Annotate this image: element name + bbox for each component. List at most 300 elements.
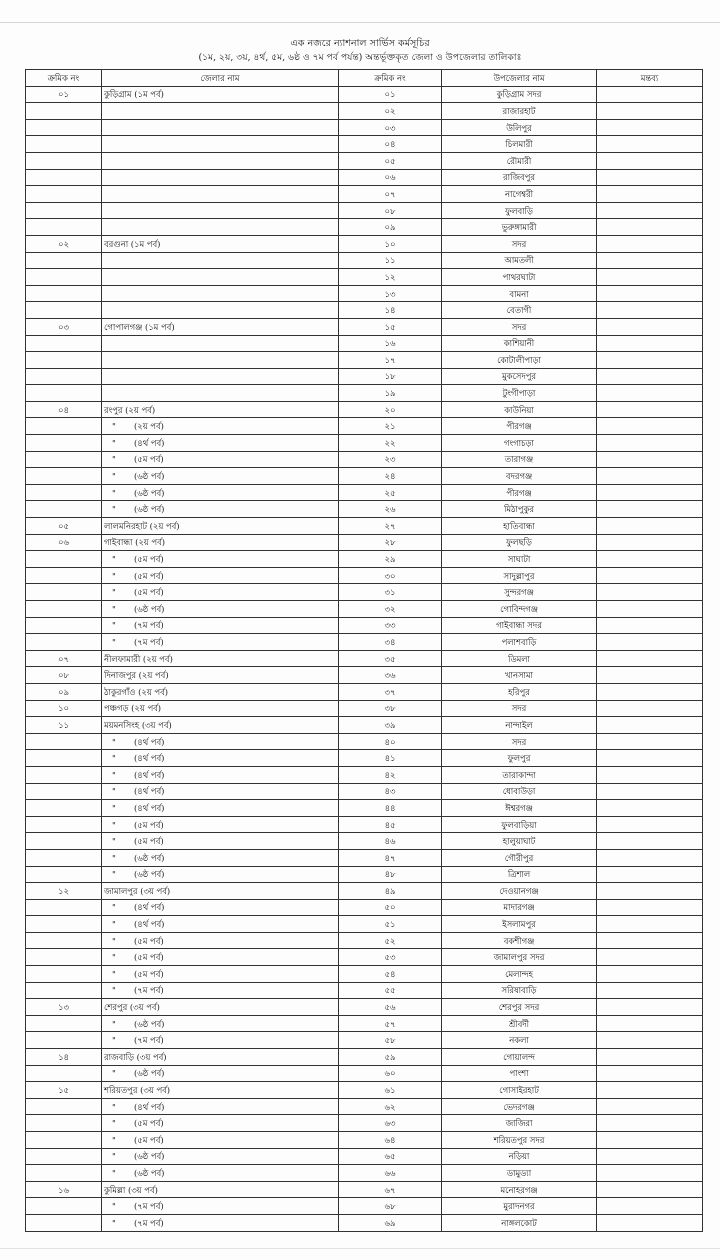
cell-serial — [26, 783, 102, 800]
cell-serial: ০৩ — [26, 318, 102, 335]
ditto-mark: " — [112, 1101, 116, 1112]
cell-serial — [26, 418, 102, 435]
cell-upazila: ঈশ্বরগঞ্জ — [442, 800, 597, 817]
table-row — [26, 932, 703, 949]
table-row — [26, 584, 703, 601]
cell-serial — [26, 152, 102, 169]
cell-district — [102, 949, 339, 966]
cell-upazila: গোয়ালন্দ — [442, 1049, 597, 1066]
cell-serial — [26, 1098, 102, 1115]
cell-remarks — [597, 518, 703, 535]
cell-upazila: ত্রিশাল — [442, 866, 597, 883]
cell-sub-serial: ২২ — [339, 435, 442, 452]
cell-district — [102, 1115, 339, 1132]
column-header-sub-serial: ক্রমিক নং — [339, 70, 442, 87]
cell-sub-serial: ২৫ — [339, 484, 442, 501]
cell-upazila: রৌমারী — [442, 152, 597, 169]
table-row — [26, 866, 703, 883]
cell-remarks — [597, 932, 703, 949]
cell-sub-serial: ০৩ — [339, 119, 442, 136]
cell-district — [102, 899, 339, 916]
cell-sub-serial: ৪১ — [339, 750, 442, 767]
cell-district-phase: (৫ম পর্ব) — [134, 1118, 164, 1129]
cell-sub-serial: ৬২ — [339, 1098, 442, 1115]
cell-district-phase: (৫ম পর্ব) — [134, 570, 164, 581]
cell-district — [102, 269, 339, 286]
cell-remarks — [597, 435, 703, 452]
cell-sub-serial: ৩৬ — [339, 667, 442, 684]
ditto-mark: " — [112, 1217, 116, 1228]
table-row — [26, 136, 703, 153]
cell-district-phase: (৬ষ্ঠ পর্ব) — [134, 1018, 165, 1029]
cell-district-phase: (৭ম পর্ব) — [134, 636, 164, 647]
cell-upazila: সদর — [442, 318, 597, 335]
cell-sub-serial: ০৮ — [339, 202, 442, 219]
cell-sub-serial: ২৭ — [339, 518, 442, 535]
cell-serial: ০৭ — [26, 650, 102, 667]
cell-sub-serial: ০৬ — [339, 169, 442, 186]
cell-district: রংপুর (২য় পর্ব) — [102, 401, 339, 418]
cell-remarks — [597, 833, 703, 850]
cell-sub-serial: ২৩ — [339, 451, 442, 468]
cell-remarks — [597, 1115, 703, 1132]
cell-sub-serial: ৩২ — [339, 601, 442, 618]
cell-serial — [26, 634, 102, 651]
cell-sub-serial: ২০ — [339, 401, 442, 418]
cell-sub-serial: ৬৫ — [339, 1148, 442, 1165]
top-divider — [0, 22, 720, 23]
ditto-mark: " — [112, 902, 116, 913]
cell-sub-serial: ৫৩ — [339, 949, 442, 966]
cell-remarks — [597, 1065, 703, 1082]
cell-serial — [26, 899, 102, 916]
cell-sub-serial: ০৭ — [339, 186, 442, 203]
cell-serial — [26, 750, 102, 767]
cell-district — [102, 169, 339, 186]
cell-serial — [26, 484, 102, 501]
cell-sub-serial: ০২ — [339, 103, 442, 120]
table-row — [26, 418, 703, 435]
cell-district-phase: (৫ম পর্ব) — [134, 554, 164, 565]
column-header-remarks: মন্তব্য — [597, 70, 703, 87]
cell-remarks — [597, 269, 703, 286]
ditto-mark: " — [112, 769, 116, 780]
cell-remarks — [597, 999, 703, 1016]
cell-upazila: তারাকান্দা — [442, 766, 597, 783]
cell-serial — [26, 849, 102, 866]
ditto-mark: " — [112, 819, 116, 830]
ditto-mark: " — [112, 852, 116, 863]
cell-serial: ০২ — [26, 235, 102, 252]
cell-district — [102, 468, 339, 485]
table-row — [26, 949, 703, 966]
cell-remarks — [597, 451, 703, 468]
cell-district — [102, 1032, 339, 1049]
cell-serial: ১১ — [26, 717, 102, 734]
cell-upazila: সাঘাটা — [442, 551, 597, 568]
cell-district-phase: (৬ষ্ঠ পর্ব) — [134, 852, 165, 863]
document-subtitle: (১ম, ২য়, ৩য়, ৪র্থ, ৫ম, ৬ষ্ঠ ও ৭ম পর্ব পর্যন্ত) অন্তর্ভূক্তকৃত জেলা ও উপজেলার তালিকাঃ — [198, 52, 522, 63]
cell-remarks — [597, 1181, 703, 1198]
cell-sub-serial: ৫২ — [339, 932, 442, 949]
ditto-mark: " — [112, 869, 116, 880]
cell-serial — [26, 302, 102, 319]
table-row — [26, 451, 703, 468]
cell-serial — [26, 601, 102, 618]
cell-remarks — [597, 551, 703, 568]
cell-district-phase: (৬ষ্ঠ পর্ব) — [134, 1167, 165, 1178]
cell-serial — [26, 1148, 102, 1165]
cell-upazila: ডিমলা — [442, 650, 597, 667]
table-row — [26, 86, 703, 103]
table-row — [26, 518, 703, 535]
cell-district — [102, 202, 339, 219]
cell-sub-serial: ১৬ — [339, 335, 442, 352]
cell-district-phase: (৪র্থ পর্ব) — [134, 902, 165, 913]
cell-serial — [26, 285, 102, 302]
cell-remarks — [597, 800, 703, 817]
cell-upazila: রাজিবপুর — [442, 169, 597, 186]
cell-serial — [26, 219, 102, 236]
cell-district — [102, 501, 339, 518]
cell-sub-serial: ০৫ — [339, 152, 442, 169]
cell-upazila: বামনা — [442, 285, 597, 302]
cell-serial — [26, 866, 102, 883]
cell-sub-serial: ৬৯ — [339, 1214, 442, 1231]
column-header-district: জেলার নাম — [102, 70, 339, 87]
cell-serial — [26, 169, 102, 186]
cell-sub-serial: ৫১ — [339, 916, 442, 933]
cell-sub-serial: ৪৩ — [339, 783, 442, 800]
ditto-mark: " — [112, 421, 116, 432]
cell-serial: ০৫ — [26, 518, 102, 535]
cell-district: শেরপুর (৩য় পর্ব) — [102, 999, 339, 1016]
cell-upazila: জাজিরা — [442, 1115, 597, 1132]
cell-upazila: শরিয়তপুর সদর — [442, 1132, 597, 1149]
ditto-mark: " — [112, 587, 116, 598]
table-row — [26, 999, 703, 1016]
cell-remarks — [597, 899, 703, 916]
cell-remarks — [597, 866, 703, 883]
table-body — [26, 86, 703, 1231]
cell-sub-serial: ৪৬ — [339, 833, 442, 850]
cell-district — [102, 966, 339, 983]
cell-upazila: সদর — [442, 235, 597, 252]
table-row — [26, 700, 703, 717]
cell-upazila: কাশিয়ানী — [442, 335, 597, 352]
ditto-mark: " — [112, 1018, 116, 1029]
cell-district: ময়মনসিংহ (৩য় পর্ব) — [102, 717, 339, 734]
cell-remarks — [597, 484, 703, 501]
table-row — [26, 401, 703, 418]
cell-serial — [26, 567, 102, 584]
cell-sub-serial: ৪৫ — [339, 816, 442, 833]
cell-remarks — [597, 468, 703, 485]
cell-district: রাজবাড়ি (৩য় পর্ব) — [102, 1049, 339, 1066]
cell-serial — [26, 136, 102, 153]
ditto-mark: " — [112, 786, 116, 797]
cell-upazila: গোবিন্দগঞ্জ — [442, 601, 597, 618]
cell-remarks — [597, 302, 703, 319]
cell-sub-serial: ২৬ — [339, 501, 442, 518]
cell-sub-serial: ৪৮ — [339, 866, 442, 883]
cell-remarks — [597, 186, 703, 203]
cell-serial — [26, 186, 102, 203]
cell-upazila: মুকসেদপুর — [442, 368, 597, 385]
cell-district — [102, 385, 339, 402]
table-row — [26, 1198, 703, 1215]
cell-district — [102, 833, 339, 850]
cell-remarks — [597, 385, 703, 402]
cell-remarks — [597, 601, 703, 618]
cell-district — [102, 335, 339, 352]
cell-sub-serial: ১৭ — [339, 352, 442, 369]
table-row — [26, 966, 703, 983]
cell-district-phase: (৪র্থ পর্ব) — [134, 437, 165, 448]
table-row — [26, 235, 703, 252]
table-row — [26, 152, 703, 169]
cell-sub-serial: ১০ — [339, 235, 442, 252]
cell-upazila: জামালপুর সদর — [442, 949, 597, 966]
cell-sub-serial: ৬৩ — [339, 1115, 442, 1132]
table-row — [26, 634, 703, 651]
cell-district — [102, 451, 339, 468]
table-row — [26, 302, 703, 319]
cell-upazila: উলিপুর — [442, 119, 597, 136]
cell-district-phase: (২য় পর্ব) — [134, 421, 164, 432]
cell-upazila: সাদুল্লাপুর — [442, 567, 597, 584]
cell-upazila: বেতাগী — [442, 302, 597, 319]
cell-remarks — [597, 368, 703, 385]
table-row — [26, 1132, 703, 1149]
cell-district — [102, 302, 339, 319]
cell-upazila: ইসলামপুর — [442, 916, 597, 933]
cell-serial — [26, 1132, 102, 1149]
cell-upazila: ভুরুঙ্গামারী — [442, 219, 597, 236]
cell-district — [102, 352, 339, 369]
cell-district — [102, 1148, 339, 1165]
cell-sub-serial: ৫৭ — [339, 1015, 442, 1032]
cell-upazila: পলাশবাড়ি — [442, 634, 597, 651]
cell-district — [102, 152, 339, 169]
cell-sub-serial: ৪০ — [339, 733, 442, 750]
table-row — [26, 269, 703, 286]
cell-sub-serial: ৬৮ — [339, 1198, 442, 1215]
cell-district-phase: (৪র্থ পর্ব) — [134, 786, 165, 797]
cell-serial — [26, 501, 102, 518]
cell-remarks — [597, 1214, 703, 1231]
cell-serial: ১২ — [26, 883, 102, 900]
cell-sub-serial: ২৯ — [339, 551, 442, 568]
cell-district — [102, 750, 339, 767]
cell-district: ঠাকুরগাঁও (২য় পর্ব) — [102, 683, 339, 700]
cell-upazila: বকশীগঞ্জ — [442, 932, 597, 949]
cell-remarks — [597, 700, 703, 717]
cell-remarks — [597, 501, 703, 518]
cell-remarks — [597, 401, 703, 418]
cell-district — [102, 119, 339, 136]
cell-district — [102, 567, 339, 584]
ditto-mark: " — [112, 836, 116, 847]
cell-district-phase: (৭ম পর্ব) — [134, 1035, 164, 1046]
cell-district — [102, 1098, 339, 1115]
cell-district-phase: (৫ম পর্ব) — [134, 1134, 164, 1145]
cell-serial — [26, 766, 102, 783]
cell-upazila: চিলমারী — [442, 136, 597, 153]
ditto-mark: " — [112, 620, 116, 631]
cell-serial: ১৩ — [26, 999, 102, 1016]
table-row — [26, 1082, 703, 1099]
cell-sub-serial: ৩৪ — [339, 634, 442, 651]
table-row — [26, 468, 703, 485]
cell-district-phase: (৪র্থ পর্ব) — [134, 1101, 165, 1112]
table-row — [26, 899, 703, 916]
cell-district — [102, 219, 339, 236]
cell-upazila: নকলা — [442, 1032, 597, 1049]
cell-upazila: মেলান্দহ — [442, 966, 597, 983]
cell-remarks — [597, 418, 703, 435]
table-row — [26, 551, 703, 568]
cell-upazila: মুরাদনগর — [442, 1198, 597, 1215]
cell-remarks — [597, 119, 703, 136]
cell-remarks — [597, 335, 703, 352]
cell-remarks — [597, 1198, 703, 1215]
table-row — [26, 169, 703, 186]
cell-sub-serial: ২৮ — [339, 534, 442, 551]
cell-district: গোপালগঞ্জ (১ম পর্ব) — [102, 318, 339, 335]
ditto-mark: " — [112, 437, 116, 448]
cell-remarks — [597, 982, 703, 999]
cell-serial: ১৬ — [26, 1181, 102, 1198]
cell-sub-serial: ৫৪ — [339, 966, 442, 983]
ditto-mark: " — [112, 1068, 116, 1079]
cell-district: বরগুনা (১ম পর্ব) — [102, 235, 339, 252]
cell-remarks — [597, 683, 703, 700]
table-header-row — [26, 70, 703, 87]
cell-district — [102, 766, 339, 783]
cell-remarks — [597, 949, 703, 966]
cell-upazila: পাংশা — [442, 1065, 597, 1082]
cell-district — [102, 1198, 339, 1215]
cell-serial — [26, 385, 102, 402]
cell-district-phase: (৫ম পর্ব) — [134, 819, 164, 830]
cell-serial: ০১ — [26, 86, 102, 103]
cell-serial — [26, 982, 102, 999]
cell-district — [102, 584, 339, 601]
table-row — [26, 601, 703, 618]
cell-upazila: কাউনিয়া — [442, 401, 597, 418]
cell-district — [102, 435, 339, 452]
ditto-mark: " — [112, 919, 116, 930]
cell-remarks — [597, 352, 703, 369]
cell-remarks — [597, 617, 703, 634]
cell-upazila: ভেদরগঞ্জ — [442, 1098, 597, 1115]
ditto-mark: " — [112, 1118, 116, 1129]
cell-district — [102, 733, 339, 750]
cell-district — [102, 285, 339, 302]
cell-serial — [26, 949, 102, 966]
cell-district-phase: (৫ম পর্ব) — [134, 836, 164, 847]
table-row — [26, 800, 703, 817]
table-row — [26, 1032, 703, 1049]
cell-remarks — [597, 285, 703, 302]
cell-serial: ১০ — [26, 700, 102, 717]
cell-upazila: দেওয়ানগঞ্জ — [442, 883, 597, 900]
cell-district: লালমনিরহাট (২য় পর্ব) — [102, 518, 339, 535]
table-row — [26, 1098, 703, 1115]
cell-serial — [26, 352, 102, 369]
cell-sub-serial: ১৫ — [339, 318, 442, 335]
cell-district — [102, 866, 339, 883]
cell-sub-serial: ০৪ — [339, 136, 442, 153]
cell-serial — [26, 617, 102, 634]
table-row — [26, 617, 703, 634]
table-row — [26, 435, 703, 452]
cell-serial — [26, 1198, 102, 1215]
cell-serial — [26, 103, 102, 120]
cell-sub-serial: ০৯ — [339, 219, 442, 236]
ditto-mark: " — [112, 968, 116, 979]
cell-remarks — [597, 966, 703, 983]
cell-upazila: তারাগঞ্জ — [442, 451, 597, 468]
cell-upazila: শেরপুর সদর — [442, 999, 597, 1016]
cell-sub-serial: ১১ — [339, 252, 442, 269]
cell-remarks — [597, 1015, 703, 1032]
cell-district-phase: (৪র্থ পর্ব) — [134, 736, 165, 747]
cell-serial — [26, 916, 102, 933]
cell-serial — [26, 1165, 102, 1182]
cell-serial — [26, 800, 102, 817]
cell-remarks — [597, 1148, 703, 1165]
ditto-mark: " — [112, 736, 116, 747]
table-row — [26, 1115, 703, 1132]
cell-remarks — [597, 634, 703, 651]
cell-district — [102, 418, 339, 435]
table-row — [26, 883, 703, 900]
cell-sub-serial: ১৮ — [339, 368, 442, 385]
cell-remarks — [597, 152, 703, 169]
cell-serial — [26, 932, 102, 949]
ditto-mark: " — [112, 1134, 116, 1145]
table-row — [26, 219, 703, 236]
cell-sub-serial: ১৩ — [339, 285, 442, 302]
cell-serial — [26, 202, 102, 219]
cell-district — [102, 634, 339, 651]
table-row — [26, 252, 703, 269]
bottom-divider — [0, 1248, 720, 1249]
cell-upazila: হালুয়াঘাট — [442, 833, 597, 850]
cell-upazila: নাগেশ্বরী — [442, 186, 597, 203]
cell-remarks — [597, 883, 703, 900]
cell-remarks — [597, 584, 703, 601]
cell-district — [102, 932, 339, 949]
ditto-mark: " — [112, 504, 116, 515]
cell-district — [102, 849, 339, 866]
cell-district — [102, 800, 339, 817]
table-row — [26, 534, 703, 551]
cell-sub-serial: ০১ — [339, 86, 442, 103]
cell-district-phase: (৬ষ্ঠ পর্ব) — [134, 603, 165, 614]
cell-upazila: হাতিবান্ধা — [442, 518, 597, 535]
cell-serial: ০৮ — [26, 667, 102, 684]
cell-serial: ০৪ — [26, 401, 102, 418]
ditto-mark: " — [112, 554, 116, 565]
cell-sub-serial: ৫৫ — [339, 982, 442, 999]
cell-sub-serial: ২১ — [339, 418, 442, 435]
cell-upazila: সুন্দরগঞ্জ — [442, 584, 597, 601]
table-row — [26, 982, 703, 999]
cell-upazila: আমতলী — [442, 252, 597, 269]
